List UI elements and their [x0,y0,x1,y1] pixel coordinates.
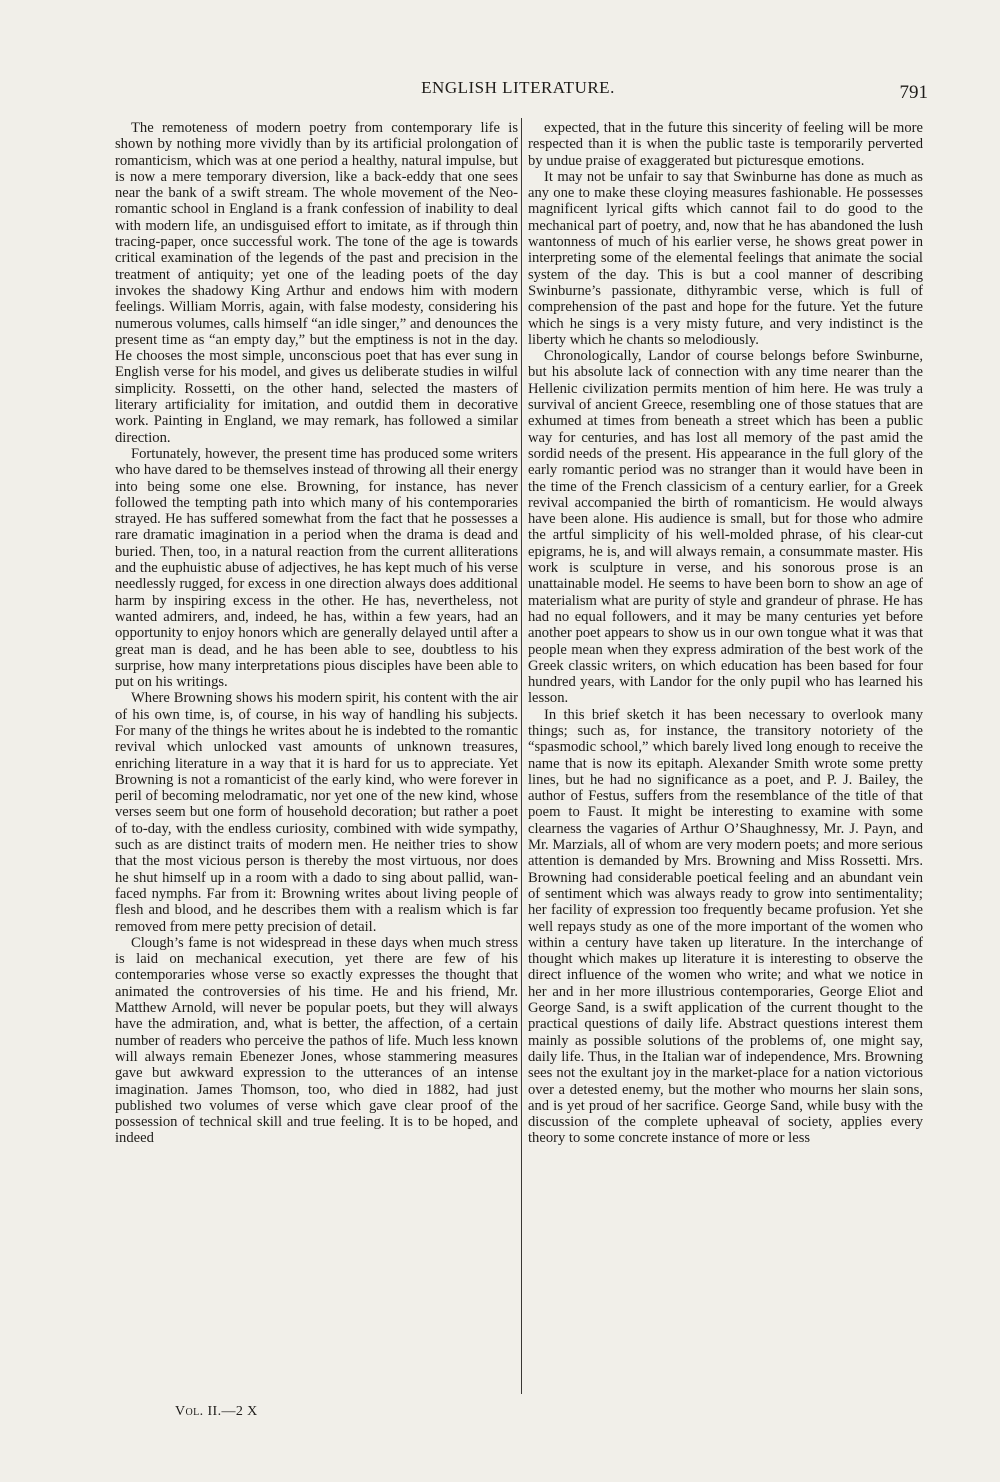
signature-text: Vol. II.—2 X [175,1404,258,1419]
paragraph: Fortunately, however, the present time has produced some writers who have dared to be themselves instead of throwing all their energy into being some one else. Browning, for instance, has never followed the tempting path into which many of his contemporaries strayed. He has suffered somewhat from the fact that he possesses a rare dramatic imagination in a period when the drama is dead and buried. Then, too, in a natural reaction from the current alliterations and the euphuistic abuse of adjectives, he has kept much of his verse needlessly rugged, for excess in one direction always does additional harm by inspiring excess in the other. He has, nevertheless, not wanted admirers, and, indeed, he has, within a few years, had an opportunity to enjoy honors which are generally delayed until after a great man is dead, and he has been able to see, doubtless to his surprise, how many interpretations pious disciples have been able to put on his writings. [115,445,518,691]
column-divider [521,118,522,1394]
paragraph: Where Browning shows his modern spirit, his content with the air of his own time, is, of course, in his way of handling his subjects. For many of the things he writes about he is indebted to the romantic revival which unlocked vast amounts of unknown treasures, enriching literature in a way that it is hard for us to appreciate. Yet Browning is not a romanticist of the early kind, who were forever in peril of becoming melodramatic, nor yet one of the new kind, whose verses seem but one form of household decoration; but rather a poet of to-day, with the endless curiosity, combined with wide sympathy, such as are distinct traits of modern men. He neither tries to show that the most vicious person is thereby the most virtuous, nor does he shut himself up in a room with a dado to sing about pallid, wan-faced nymphs. Far from it: Browning writes about living people of flesh and blood, and he describes them with a realism which is far removed from mere petty precision of detail. [115,690,518,935]
paragraph: In this brief sketch it has been necessary to overlook many things; such as, for instance, the transitory notoriety of the “spasmodic school,” which barely lived long enough to receive the name that is now its epitaph. Alexander Smith wrote some pretty lines, but he had no significance as a poet, and P. J. Bailey, the author of Festus, suffers from the resemblance of the title of that poem to Faust. It might be interesting to examine with some clearness the vagaries of Arthur O’Shaughnessy, Mr. J. Payn, and Mr. Marzials, all of whom are very modern poets; and more serious attention is demanded by Mrs. Browning and Miss Rossetti. Mrs. Browning had considerable poetical feeling and an abundant vein of sentiment which was always ready to grow into sentimentality; her facility of expression too frequently became profusion. Yet she well repays study as one of the more important of the women who within a century have taken up literature. In the interchange of thought which makes up literature it is interesting to observe the direct influence of the women who write; and what we notice in her and in her more illustrious contemporaries, George Eliot and George Sand, is a swift application of the current thought to the practical questions of daily life. Abstract questions interest them mainly as possible solutions of the problems of, one might say, daily life. Thus, in the Italian war of independence, Mrs. Browning sees not the exultant joy in the market-place for a nation victorious over a detested enemy, but the mother who mourns her slain sons, and is yet proud of her sacrifice. George Sand, while busy with the discussion of the complete upheaval of society, applies every theory to some concrete instance of more or less [528,706,923,1147]
running-head [108,72,928,112]
paragraph: It may not be unfair to say that Swinburne has done as much as any one to make these cloying measures fashionable. He possesses magnificent lyrical gifts which cannot fail to do good to the mechanical part of poetry, and, now that he has abandoned the lush wantonness of much of his earlier verse, he shows great power in interpreting some of the elemental feelings that animate the social system of the day. This is but a cool manner of describing Swinburne’s passionate, dithyrambic verse, which is full of comprehension of the past and hope for the future. Yet the future which he sings is a very misty future, and very indistinct is the liberty which he chants so melodiously. [528,168,923,348]
paragraph: expected, that in the future this sincerity of feeling will be more respected than it is when the public taste is temporarily perverted by undue praise of exaggerated but picturesque emotions. [528,120,923,169]
left-column [115,120,518,1402]
paragraph: The remoteness of modern poetry from contemporary life is shown by nothing more vividly than by its artificial prolongation of romanticism, which was at one period a healthy, natural impulse, but is now a mere temporary diversion, like a back-eddy that one sees near the bank of a swift stream. The whole movement of the Neo-romantic school in England is a frank confession of inability to deal with modern life, an undisguised effort to imitate, as if through thin tracing-paper, once successful work. The tone of the age is towards critical examination of the legends of the past and precision in the treatment of antiquity; yet one of the leading poets of the day invokes the shadowy King Arthur and endows him with modern feelings. William Morris, again, with false modesty, considering his numerous volumes, calls himself “an idle singer,” and denounces the present time as “an empty day,” but the emptiness is not in the day. He chooses the most simple, unconscious poet that has ever sung in English verse for his model, and gives us deliberate studies in wilful simplicity. Rossetti, on the other hand, selected the masters of literary artificiality for imitation, and outdid them in decorative work. Painting in England, we may remark, has followed a similar direction. [115,120,518,446]
paragraph: Clough’s fame is not widespread in these days when much stress is laid on mechanical execution, yet there are few of his contemporaries whose verse so exactly expresses the thought that animated the controversies of his time. He and his friend, Mr. Matthew Arnold, will never be popular poets, but they will always have the admiration, and, what is better, the affection, of a certain number of readers who perceive the pathos of life. Much less known will always remain Ebenezer Jones, whose stammering measures gave but awkward expression to the utterances of an intense imagination. James Thomson, too, who died in 1882, had just published two volumes of verse which gave clear proof of the possession of technical skill and true feeling. It is to be hoped, and indeed [115,934,518,1147]
page-number: 791 [899,82,928,103]
running-title: ENGLISH LITERATURE. [421,78,615,97]
paragraph: Chronologically, Landor of course belongs before Swinburne, but his absolute lack of connection with any time nearer than the Hellenic civilization permits mention of him here. He was truly a survival of ancient Greece, resembling one of those statues that are exhumed at times from beneath a street which has been a public way for centuries, and has lost all memory of the past amid the sordid needs of the present. His appearance in the full glory of the early romantic period was no stranger than it would have been in the time of the French classicism of a century earlier, for a Greek revival accompanied the birth of romanticism. He would always have been alone. His audience is small, but for those who admire the artful simplicity of his well-molded phrase, of his clear-cut epigrams, he is, and will always remain, a consummate master. His work is sculpture in verse, and his sonorous prose is an unattainable model. He seems to have been born to show an age of materialism what are purity of style and grandeur of phrase. He has had no equal followers, and it may be many centuries yet before another poet appears to show us in our own tongue what it was that people mean when they express admiration of the best work of the Greek classic writers, on which education has been based for four hundred years, with Landor for the only pupil who has learned his lesson. [528,348,923,707]
right-column [528,120,923,1402]
signature-mark [175,1404,258,1420]
